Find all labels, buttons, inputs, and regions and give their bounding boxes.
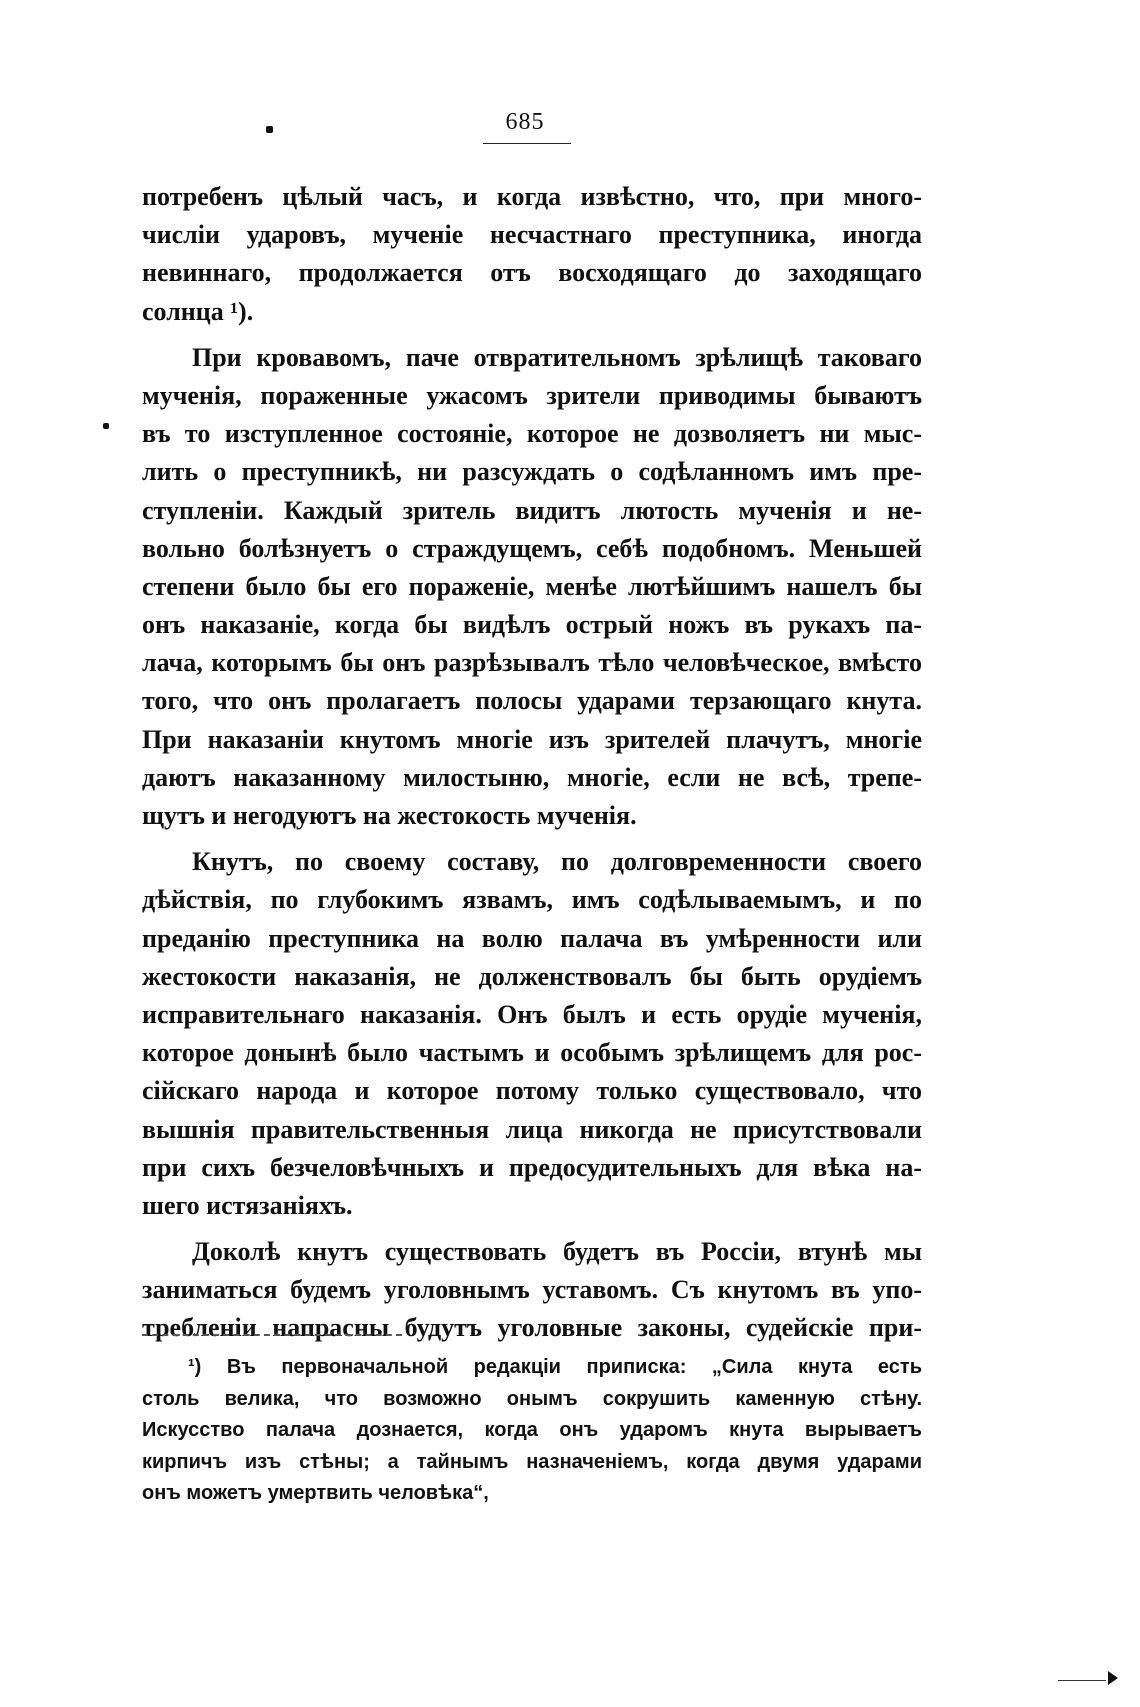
text-line: ступленіи. Каждый зритель видитъ лютость мученія и не- — [142, 495, 922, 525]
text-line: шего истязаніяхъ. — [142, 1190, 353, 1220]
text-line: исправительнаго наказанія. Онъ былъ и есть орудіе мученія, — [142, 999, 922, 1029]
text-line: въ то изступленное состояніе, которое не дозволяетъ ни мыс- — [142, 419, 922, 449]
text-line: солнца ¹). — [142, 296, 254, 326]
text-line: потребенъ цѣлый часъ, и когда извѣстно, что, при много- — [142, 182, 922, 211]
text-line: мученія, пораженные ужасомъ зрители приводимы бываютъ — [142, 380, 922, 410]
ink-mark — [103, 423, 109, 429]
text-line: при сихъ безчеловѣчныхъ и предосудительныхъ для вѣка на- — [142, 1152, 922, 1182]
footnote-line: столь велика, что возможно онымъ сокрушить каменную стѣну. — [142, 1387, 922, 1410]
text-line: онъ наказаніе, когда бы видѣлъ острый ножъ въ рукахъ па- — [142, 610, 922, 640]
text-line: лить о преступникѣ, ни разсуждать о содѣланномъ имъ пре- — [142, 457, 922, 487]
paragraph — [142, 843, 922, 1225]
text-line: преданію преступника на волю палача въ умѣренности или — [142, 923, 922, 953]
page-number-rule — [483, 143, 571, 144]
paragraph — [142, 339, 922, 835]
footnote — [142, 1352, 922, 1510]
paragraph — [142, 1233, 922, 1348]
text-line: Доколѣ кнутъ существовать будетъ въ Россіи, втунѣ мы — [192, 1237, 922, 1267]
page-number: 685 — [505, 109, 545, 135]
text-line: вышнія правительственныя лица никогда не присутствовали — [142, 1114, 922, 1144]
text-line: жестокости наказанія, не долженствовалъ бы быть орудіемъ — [142, 961, 922, 991]
corner-arrow-icon — [1108, 1671, 1118, 1685]
text-line: невиннаго, продолжается отъ восходящаго до заходящаго — [142, 258, 922, 288]
text-line: числіи ударовъ, мученіе несчастнаго преступника, иногда — [142, 220, 922, 250]
footnote-line: онъ можетъ умертвить человѣка“, — [142, 1482, 489, 1504]
text-line: вольно болѣзнуетъ о страждущемъ, себѣ подобномъ. Меньшей — [142, 533, 922, 563]
text-line: заниматься будемъ уголовнымъ уставомъ. Съ кнутомъ въ упо- — [142, 1275, 922, 1305]
text-line: При наказаніи кнутомъ многіе изъ зрителей плачутъ, многіе — [142, 724, 922, 754]
footnote-line: кирпичъ изъ стѣны; а тайнымъ назначеніемъ, когда двумя ударами — [142, 1450, 922, 1473]
text-line: того, что онъ пролагаетъ полосы ударами терзающаго кнута. — [142, 686, 922, 716]
footnote-separator — [142, 1334, 402, 1336]
footnote-line: Искусство палача дознается, когда онъ ударомъ кнута вырываетъ — [142, 1419, 922, 1441]
main-text — [142, 178, 922, 1348]
paragraph — [142, 178, 922, 331]
text-line: которое донынѣ было частымъ и особымъ зрѣлищемъ для рос- — [142, 1038, 922, 1068]
text-line: Кнутъ, по своему составу, по долговременности своего — [192, 847, 922, 877]
text-line: При кровавомъ, паче отвратительномъ зрѣлищѣ таковаго — [192, 342, 922, 372]
text-line: щутъ и негодуютъ на жестокость мученія. — [142, 801, 637, 830]
text-line: лача, которымъ бы онъ разрѣзывалъ тѣло человѣческое, вмѣсто — [142, 648, 922, 678]
text-line: требленіи напрасны будутъ уголовные законы, судейскіе при- — [142, 1313, 922, 1343]
ink-mark — [266, 126, 273, 133]
text-line: дѣйствія, по глубокимъ язвамъ, имъ содѣлываемымъ, и по — [142, 885, 922, 915]
text-line: степени было бы его пораженіе, менѣе лютѣйшимъ нашелъ бы — [142, 571, 922, 601]
text-line: сійскаго народа и которое потому только существовало, что — [142, 1076, 922, 1106]
text-line: даютъ наказанному милостыню, многіе, если не всѣ, трепе- — [142, 762, 922, 792]
footnote-line: ¹) Въ первоначальной редакціи приписка: „Сила кнута есть — [188, 1356, 922, 1378]
corner-rule — [1058, 1680, 1106, 1681]
